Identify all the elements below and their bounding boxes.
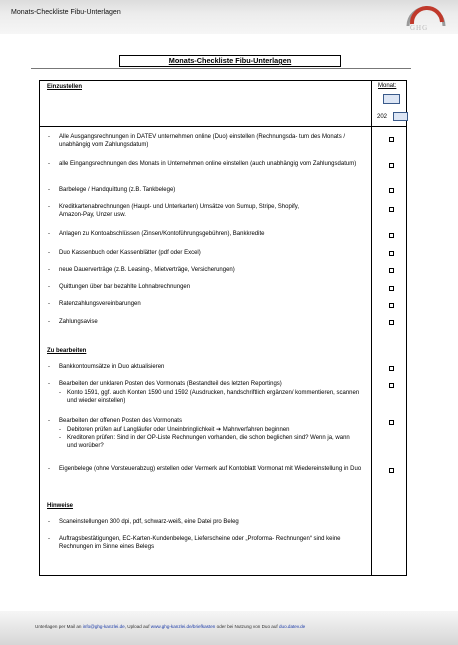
document-title: Monats-Checkliste Fibu-Unterlagen (119, 55, 341, 67)
checkbox[interactable] (389, 468, 394, 473)
column-divider (371, 80, 372, 576)
year-input[interactable] (393, 112, 408, 121)
page: Monats-Checkliste Fibu-Unterlagen GHG Monats-Checkliste Fibu-Unterlagen Monat: 202 Einzustellen - Alle Ausgangsrechnungen in DATEV unternehmen online (Duo) einstellen (Rechnungsda- tum des Monats / unabhängig vom Zahlungsdatum) - alle Eingangsrechnungen des Monats in Unternehmen online einstellen (auch unabhängig vom Zahlungsdatum) - Barbelege / Handquittung (z.B. Tankbelege) - Kreditkartenabrechnungen (Haupt- und Unterkarten) Umsätze von Sumup, Stripe, Shopify, Amazon-Pay, Unzer usw. - Anlagen zu Kontoabschlüssen (Zinsen/Kontoführungsgebühren), Bankkredite - Duo Kassenbuch oder Kassenblätter (pdf oder Excel) - neue Dauerverträge (z.B. Leasing-, Mietverträge, Versicherungen) - Quittungen über bar bezahlte Lohnabrechnungen - Ratenzahlungsvereinbarungen - Zahlungsavise Zu bearbeiten - Bankkontoumsätze in Duo aktualisieren - Bearbeiten der unklaren Posten des Vormonats (Bestandteil des letzten Reportings) - Konto 1591, ggf. auch Konten 1590 und 1592 (Ausdrucken, handschriftlich ergänzen/ kommentieren, scannen und wieder einstellen) - Bearbeiten der offenen Posten des Vormonats - Debitoren prüfen auf Langläufer oder Uneinbringlichkeit ➔ Mahnverfahren beginnen - Kreditoren prüfen: Sind in der OP-Liste Rechnungen vorhanden, die schon beglichen sind? Wenn ja, wann und worüber? - Eigenbelege (ohne Vorsteuerabzug) erstellen oder Vermerk auf Kontoblatt Vormonat mit Wiedereinstellung in Duo Hinweise - Scaneinstellungen 300 dpi, pdf, schwarz-weiß, eine Datei pro Beleg - Auftragsbestätigungen, EC-Karten-Kundenbelege, Lieferscheine oder „Proforma- Rechnungen“ sind keine Rechnungen im Sinne eines Belegs Unterlagen per Mail an info@ghg-kanzlei.de, Upload auf www.ghg-kanzlei.de/briefkasten oder bei Nutzung von Duo auf duo.datev.de (0, 0, 458, 645)
footer-part: , Upload auf (124, 624, 151, 629)
list-item-text: Quittungen über bar bezahlte Lohnabrechnungen (59, 284, 191, 290)
sub-list-item-text: Konto 1591, ggf. auch Konten 1590 und 1592 (Ausdrucken, handschriftlich ergänzen/ kommentieren, scannen und wieder einstellen) (67, 390, 360, 404)
checkbox[interactable] (389, 303, 394, 308)
checkbox[interactable] (389, 251, 394, 256)
checkbox[interactable] (389, 420, 394, 425)
list-item-text: neue Dauerverträge (z.B. Leasing-, Mietverträge, Versicherungen) (59, 267, 235, 273)
footer-part: Unterlagen per Mail an (35, 624, 83, 629)
list-item-text: Barbelege / Handquittung (z.B. Tankbelege) (59, 187, 176, 193)
duo-link[interactable]: duo.datev.de (278, 624, 306, 629)
list-item-text: Bearbeiten der unklaren Posten des Vormonats (Bestandteil des letzten Reportings) (59, 381, 282, 387)
list-item-text: alle Eingangsrechnungen des Monats in Unternehmen online einstellen (auch unabhängig vom Zahlungsdatum) (59, 161, 357, 167)
list-item-text: Auftragsbestätigungen, EC-Karten-Kundenbelege, Lieferscheine oder „Proforma- Rechnungen“ sind keine Rechnungen im Sinne eines Belegs (59, 536, 341, 550)
logo-text: GHG (410, 24, 429, 32)
sub-list-item-text: Debitoren prüfen auf Langläufer oder Uneinbringlichkeit ➔ Mahnverfahren beginnen (67, 427, 290, 433)
list-item-text: Ratenzahlungsvereinbarungen (59, 301, 141, 307)
email-link[interactable]: info@ghg-kanzlei.de (82, 624, 125, 629)
header-row-divider (39, 126, 407, 127)
list-item-text: Alle Ausgangsrechnungen in DATEV unternehmen online (Duo) einstellen (Rechnungsda- tum des Monats / unabhängig vom Zahlungsdatum) (59, 134, 346, 148)
list-item-text: Eigenbelege (ohne Vorsteuerabzug) erstellen oder Vermerk auf Kontoblatt Vormonat mit Wiedereinstellung in Duo (59, 466, 362, 472)
checkbox[interactable] (389, 366, 394, 371)
footer-bar (0, 611, 458, 645)
list-item-text: Scaneinstellungen 300 dpi, pdf, schwarz-weiß, eine Datei pro Beleg (59, 519, 239, 525)
checkbox[interactable] (389, 320, 394, 325)
checkbox[interactable] (389, 137, 394, 142)
list-item-text: Anlagen zu Kontoabschlüssen (Zinsen/Kontoführungsgebühren), Bankkredite (59, 231, 265, 237)
checkbox[interactable] (389, 207, 394, 212)
month-input[interactable] (383, 94, 400, 104)
month-label: Monat: (378, 83, 397, 89)
checkbox[interactable] (389, 233, 394, 238)
checkbox[interactable] (389, 383, 394, 388)
section-heading-hinweise: Hinweise (47, 503, 74, 509)
header-bar (0, 0, 458, 34)
list-item-text: Zahlungsavise (59, 319, 98, 325)
checkbox[interactable] (389, 163, 394, 168)
list-item-text: Bearbeiten der offenen Posten des Vormonats (59, 418, 182, 424)
section-heading-einzustellen: Einzustellen (47, 84, 83, 90)
year-label: 202 (377, 114, 388, 120)
header-title: Monats-Checkliste Fibu-Unterlagen (11, 9, 121, 16)
title-divider (31, 68, 411, 69)
list-item-text: Kreditkartenabrechnungen (Haupt- und Unterkarten) Umsätze von Sumup, Stripe, Shopify, Amazon-Pay, Unzer usw. (59, 204, 300, 218)
footer-part: oder bei Nutzung von Duo auf (215, 624, 279, 629)
list-item-text: Duo Kassenbuch oder Kassenblätter (pdf oder Excel) (59, 250, 201, 256)
sub-list-item-text: Kreditoren prüfen: Sind in der OP-Liste Rechnungen vorhanden, die schon beglichen sind? Wenn ja, wann und worüber? (67, 435, 350, 449)
footer-text (35, 624, 305, 629)
checkbox[interactable] (389, 286, 394, 291)
section-heading-zu-bearbeiten: Zu bearbeiten (47, 348, 87, 354)
checkbox[interactable] (389, 188, 394, 193)
list-item-text: Bankkontoumsätze in Duo aktualisieren (59, 364, 165, 370)
checklist-table (39, 80, 407, 576)
checkbox[interactable] (389, 268, 394, 273)
briefkasten-link[interactable]: www.ghg-kanzlei.de/briefkasten (150, 624, 216, 629)
